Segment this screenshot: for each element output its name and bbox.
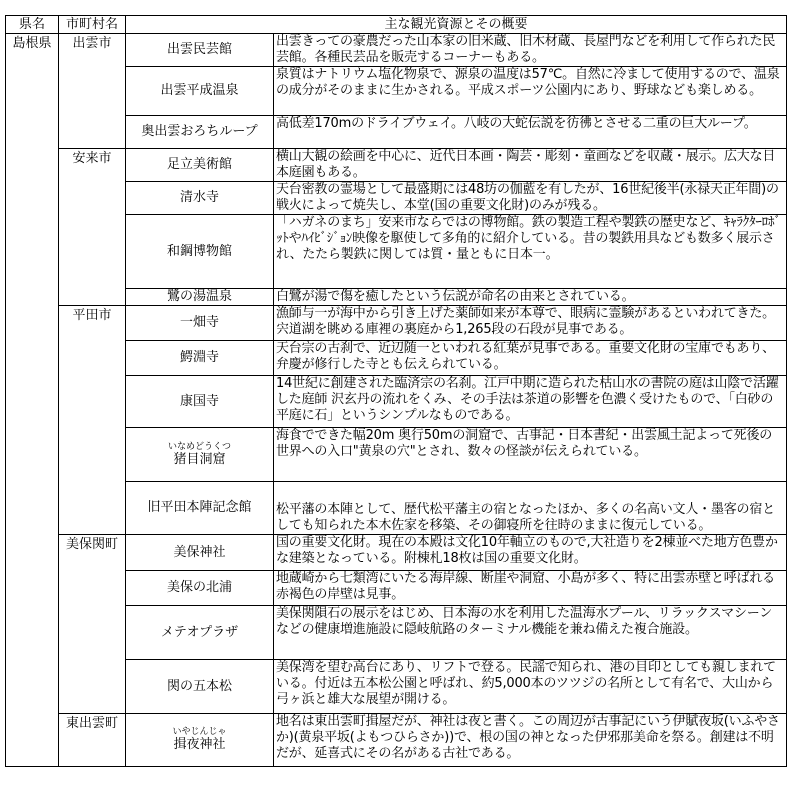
site-name: 和鋼博物館 [126, 215, 274, 289]
site-description: 天台宗の古刹で、近辺随一といわれる紅葉が見事である。重要文化財の宝庫でもあり、弁慶が修行した寺とも伝えられている。 [274, 341, 787, 376]
table-row [6, 535, 787, 571]
site-description: 漁師与一が海中から引き上げた薬師如来が本尊で、眼病に霊験があるといわれてきた。宍道湖を眺める庫裡の裏庭から1,265段の石段が見事である。 [274, 306, 787, 341]
site-description: 高低差170mのドライブウェイ。八岐の大蛇伝説を彷彿とさせる二重の巨大ループ。 [274, 116, 787, 149]
municipality-cell: 東出雲町 [59, 714, 126, 767]
header-resources: 主な観光資源とその概要 [126, 16, 787, 34]
site-name: 鰐淵寺 [126, 341, 274, 376]
site-name-with-ruby [126, 428, 274, 482]
municipality-cell: 安来市 [59, 149, 126, 306]
site-name: メテオプラザ [126, 606, 274, 660]
table-row [6, 306, 787, 341]
site-name: 美保神社 [126, 535, 274, 571]
site-name: 康国寺 [126, 376, 274, 428]
header-municipality: 市町村名 [59, 16, 126, 34]
site-name: 足立美術館 [126, 149, 274, 182]
site-name: 鷺の湯温泉 [126, 289, 274, 306]
site-name: 旧平田本陣記念館 [126, 482, 274, 535]
table-row [6, 149, 787, 182]
site-name: 奥出雲おろちループ [126, 116, 274, 149]
site-description: 出雲きっての豪農だった山本家の旧米蔵、旧木材蔵、長屋門などを利用して作られた民芸館。各種民芸品を販売するコーナーもある。 [274, 34, 787, 67]
site-description: 国の重要文化財。現在の本殿は文化10年軸立のもので,大社造りを2棟並べた地方色豊かな建築となっている。附棟札18枚は国の重要文化財。 [274, 535, 787, 571]
prefecture-cell: 島根県 [6, 34, 59, 767]
site-description: 横山大観の絵画を中心に、近代日本画・陶芸・彫刻・童画などを収蔵・展示。広大な日本庭園もある。 [274, 149, 787, 182]
site-description: 14世紀に創建された臨済宗の名刹。江戸中期に造られた枯山水の書院の庭は山陰で活躍した庭師 沢玄丹の流れをくみ、その手法は茶道の影響を色濃く受けたもので、「白砂の平庭に石」というシンプルなものである。 [274, 376, 787, 428]
site-description: 美保湾を望む高台にあり、リフトで登る。民謡で知られ、港の目印としても親しまれている。付近は五本松公園と呼ばれ、約5,000本のツツジの名所として有名で、大山から弓ヶ浜と雄大な展望が開ける。 [274, 660, 787, 714]
site-name: 関の五本松 [126, 660, 274, 714]
site-ruby: いなめどうくつ [167, 441, 231, 452]
site-ruby: いやじんじゃ [172, 727, 227, 737]
header-row [6, 16, 787, 34]
site-name-with-ruby [126, 714, 274, 767]
site-description: 地蔵崎から七類湾にいたる海岸線、断崖や洞窟、小島が多く、特に出雲赤壁と呼ばれる赤褐色の岸壁は見事。 [274, 571, 787, 606]
site-description: 泉質はナトリウム塩化物泉で、源泉の温度は57℃。自然に冷まして使用するので、温泉の成分がそのままに生かされる。平成スポーツ公園内にあり、野球なども楽しめる。 [274, 67, 787, 116]
municipality-cell: 出雲市 [59, 34, 126, 149]
site-name: 揖夜神社 [173, 737, 226, 752]
site-name: 出雲平成温泉 [126, 67, 274, 116]
site-name: 出雲民芸館 [126, 34, 274, 67]
site-name: 一畑寺 [126, 306, 274, 341]
municipality-cell: 美保関町 [59, 535, 126, 714]
site-description: 白鷺が湯で傷を癒したという伝説が命名の由来とされている。 [274, 289, 787, 306]
table-row [6, 714, 787, 767]
site-description: 美保関隕石の展示をはじめ、日本海の水を利用した温海水プール、リラックスマシーンなどの健康増進施設に隠岐航路のターミナル機能を兼ね備えた複合施設。 [274, 606, 787, 660]
site-name: 美保の北浦 [126, 571, 274, 606]
site-description: 「ハガネのまち」安来市ならではの博物館。鉄の製造工程や製鉄の歴史など、ｷｬﾗｸﾀｰﾛﾎﾞｯﾄやﾊｲﾋﾞｼﾞｮﾝ映像を駆使して多角的に紹介している。昔の製鉄用具なども数多く展示され、たたら製鉄に関しては質・量ともに日本一。 [274, 215, 787, 289]
header-prefecture: 県名 [6, 16, 59, 34]
site-description: 地名は東出雲町揖屋だが、神社は夜と書く。この周辺が古事記にいう伊賦夜坂(いふやさか)(黄泉平坂(よもつひらさか))で、根の国の神となった伊邪那美命を祭る。創建は不明だが、延喜式にその名がある古社である。 [274, 714, 787, 767]
site-description: 海食でできた幅20m 奥行50mの洞窟で、古事記・日本書紀・出雲風土記よって死後の世界への入口"黄泉の穴"とされ、数々の怪談が伝えられている。 [274, 428, 787, 482]
tourism-table [5, 15, 787, 767]
site-description: 松平藩の本陣として、歴代松平藩主の宿となったほか、多くの名高い文人・墨客の宿としても知られた本木佐家を移築、その御寝所を往時のままに復元している。 [274, 482, 787, 535]
municipality-cell: 平田市 [59, 306, 126, 535]
site-name: 清水寺 [126, 182, 274, 215]
site-description: 天台密教の霊場として最盛期には48坊の伽藍を有したが、16世紀後半(永禄天正年間)の戦火によって焼失し、本堂(国の重要文化財)のみが残る。 [274, 182, 787, 215]
table-row [6, 34, 787, 67]
site-name: 猪目洞窟 [173, 451, 226, 467]
